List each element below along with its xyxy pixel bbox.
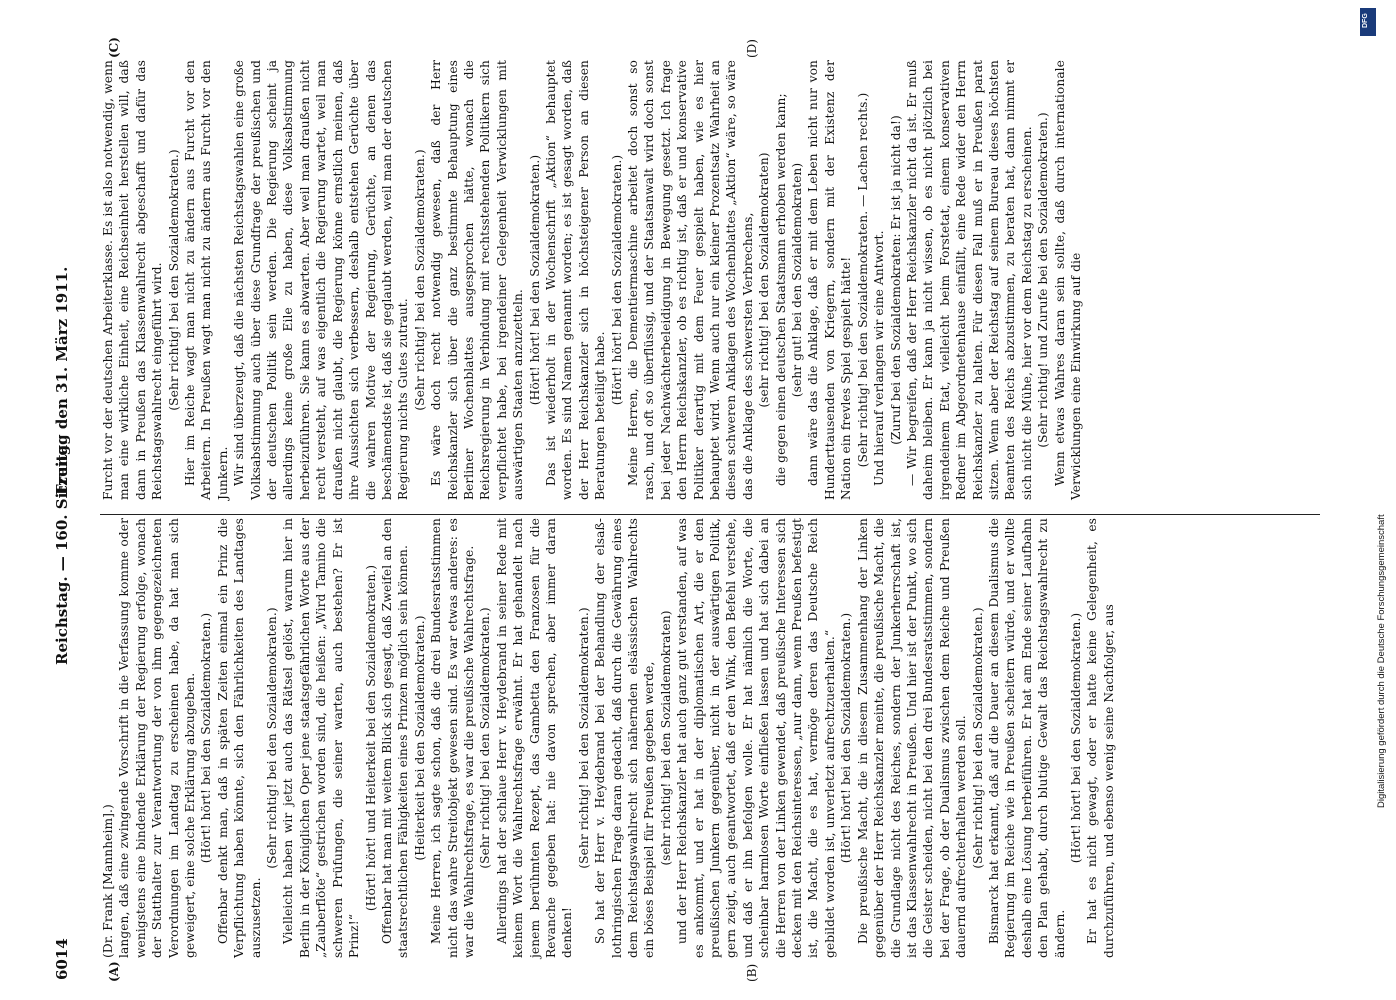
paragraph: langen, daß eine zwingende Vorschrift in die Verfassung komme oder wenigstens eine bindende Erklärung der Regierung erfolge, wonach der Statthalter zur Verantwortung der von ihm gegengezeichneten Verordnungen im Landtag zu erscheinen habe, da hat man sich geweigert, eine solche Erklärung abzugeben. xyxy=(117,518,198,958)
paragraph: Wenn etwas Wahres daran sein sollte, daß durch internationale Verwicklungen eine Einwirkung auf die xyxy=(1052,60,1083,500)
interjection: (Sehr richtig! bei den Sozialdemokraten.) xyxy=(576,607,591,869)
interjection: (Sehr richtig! bei den Sozialdemokraten.) xyxy=(265,607,280,869)
margin-mark-c: (C) xyxy=(107,37,121,58)
rotated-page-content xyxy=(45,0,1345,1000)
paragraph: Meine Herren, ich sagte schon, daß die drei Bundesratsstimmen nicht das wahre Streitobjekt gewesen sind. Es war etwas anderes: es war die Wahlrechtsfrage, es war die preußische Wahlrechtsfrage. xyxy=(429,518,476,958)
paragraph: Meine Herren, die Dementiermaschine arbeitet doch sonst so rasch, und oft so überflüssig, und der Staatsanwalt wird doch sonst bei jeder Nachwächterbeleidigung in Bewegung gesetzt. Ich frage den Herrn Reichskanzler, ob es richtig ist, daß er und konservative Politiker derartig mit dem Feuer gespielt haben, wie es hier behauptet wird. Wenn auch nur ein kleiner Prozentsatz Wahrheit an diesen schweren Anklagen des Wochenblattes „Aktion“ wäre, so wäre das die Anklage des schwersten Verbrechens, xyxy=(626,60,755,500)
interjection: (sehr richtig! bei den Sozialdemokraten) xyxy=(757,152,772,408)
paragraph: Vielleicht haben wir jetzt auch das Rätsel gelöst, warum hier in Berlin in der Königlichen Oper jene staatsgefährlichen Worte aus der „Zauberflöte“ gestrichen worden sind, die heißen: „Wird Tamino die schweren Prüfungen, die seiner warten, auch bestehen? Er ist Prinz!“ xyxy=(281,518,362,958)
paragraph: Allerdings hat der schlaue Herr v. Heydebrand in seiner Rede mit keinem Wort die Wahlrechtsfrage erwähnt. Er hat gehandelt nach jenem berühmten Rezept, das Gambetta den Franzosen für die Revanche gegeben hat: nie davon sprechen, aber immer daran denken! xyxy=(494,518,575,958)
interjection: (Zuruf bei den Sozialdemokraten: Er ist ja nicht da!) xyxy=(888,115,903,445)
dfg-notice: Digitalisierung gefördert durch die Deutsche Forschungsgemeinschaft xyxy=(1376,514,1387,808)
paragraph: Hier im Reiche wagt man nicht zu ändern aus Furcht vor den Arbeitern. In Preußen wagt man nicht zu ändern aus Furcht vor den Junkern. xyxy=(183,60,230,500)
paragraph: Furcht vor der deutschen Arbeiterklasse. Es ist also notwendig, wenn man eine wirkliche Einheit, eine Reichseinheit herstellen will, daß dann in Preußen das Klassenwahlrecht abgeschafft und dafür das Reichstagswahlrecht eingeführt wird. xyxy=(101,60,165,500)
left-text-column xyxy=(100,518,1117,958)
session-date: Freitag den 31. März 1911. xyxy=(53,266,71,495)
paragraph: Die preußische Macht, die in diesem Zusammenhang der Linken gegenüber der Herr Reichskanzler meinte, die preußische Macht, die die Grundlage nicht des Reiches, sondern der Junkerherrschaft ist, ist das Klassenwahlrecht in Preußen. Und hier ist der Punkt, wo sich die Geister scheiden, nicht bei den drei Bundesratsstimmen, sondern bei der Frage, ob der Dualismus zwischen dem Reiche und Preußen dauernd aufrechterhalten werden soll. xyxy=(855,518,969,958)
interjection: (sehr richtig! bei den Sozialdemokraten) xyxy=(658,610,673,866)
interjection: (Hört! hört! bei den Sozialdemokraten.) xyxy=(527,154,542,406)
interjection: (Heiterkeit bei den Sozialdemokraten.) xyxy=(412,615,427,861)
interjection: (Sehr richtig! bei den Sozialdemokraten.) xyxy=(970,607,985,869)
dfg-sidebar xyxy=(1358,8,1387,808)
right-text-column xyxy=(100,60,1084,500)
paragraph: Er hat es nicht gewagt, oder er hatte keine Gelegenheit, es durchzuführen, und ebenso wenig seine Nachfolger, aus xyxy=(1085,518,1116,958)
speaker-name: (Dr. Frank [Mannheim].) xyxy=(101,804,115,958)
paragraph: Das ist wiederholt in der Wochenschrift „Aktion“ behauptet worden. Es sind Namen genannt worden; es ist gesagt worden, daß der Herr Reichskanzler sich in höchsteigener Person an diesen Beratungen beteiligt habe. xyxy=(543,60,608,500)
interjection: (Sehr richtig! bei den Sozialdemokraten.) xyxy=(166,149,181,411)
interjection: (Hört! hört! bei den Sozialdemokraten.) xyxy=(199,612,214,864)
paragraph: die gegen einen deutschen Staatsmann erhoben werden kann; xyxy=(773,93,788,486)
paragraph: Bismarck hat erkannt, daß auf die Dauer an diesem Dualismus die Regierung im Reiche wie in Preußen scheitern würde, und er wollte deshalb eine Lösung herbeiführen. Er hat am Ende seiner Laufbahn den Plan gehabt, durch blutige Gewalt das Reichstagswahlrecht zu ändern. xyxy=(986,518,1067,958)
interjection: (Sehr richtig! und Zurufe bei den Sozialdemokraten.) xyxy=(1036,112,1051,448)
interjection: (Sehr richtig! bei den Sozialdemokraten. — Lachen rechts.) xyxy=(855,92,870,468)
interjection: (Sehr richtig! bei den Sozialdemokraten.) xyxy=(478,607,493,869)
session-title: Reichstag. — 160. Sitzung. xyxy=(53,439,71,665)
interjection: (Sehr richtig! bei den Sozialdemokraten.) xyxy=(412,149,427,411)
paragraph: Und hierauf verlangen wir eine Antwort. xyxy=(872,230,887,486)
paragraph: Offenbar hat man mit weitem Blick sich gesagt, daß Zweifel an den staatsrechtlichen Fähigkeiten eines Prinzen möglich sein können. xyxy=(379,518,411,958)
dfg-logo: DFG xyxy=(1360,8,1376,36)
column-divider xyxy=(100,514,1320,515)
interjection: (Hört! hört! und Heiterkeit bei den Sozialdemokraten.) xyxy=(363,564,378,912)
paragraph: Wir sind überzeugt, daß die nächsten Reichstagswahlen eine große Volksabstimmung auch über diese Grundfrage der preußischen und der deutschen Politik sein werden. Die Regierung scheint ja allerdings keine große Eile zu haben, diese Volksabstimmung herbeizuführen. Sie kann es abwarten. Aber weil man draußen nicht recht versteht, auf was eigentlich die Regierung wartet, weil man draußen nicht glaubt, die Regierung könne ernstlich meinen, daß ihre Aussichten sich verbessern, deshalb entstehen Gerüchte über die wahren Motive der Regierung, Gerüchte, an denen das beschämendste ist, daß sie geglaubt werden, weil man der deutschen Regierung nichts Gutes zutraut. xyxy=(232,60,411,500)
interjection: (Hört! hört! bei den Sozialdemokraten.) xyxy=(609,154,624,406)
paragraph: und der Herr Reichskanzler hat auch ganz gut verstanden, auf was es ankommt, und er hat in der diplomatischen Art, die er den preußischen Junkern gegenüber, nicht in der auswärtigen Politik, gern zeigt, auch geantwortet, daß er den Wink, den Befehl verstehe, und daß er ihn befolgen wolle. Er hat nämlich die Worte, die scheinbar harmlosen Worte einfließen lassen und hat sich dabei an die Herren von der Linken gewendet, daß preußische Interessen sich decken mit den Reichsinteressen, „nur dann, wenn Preußen befestigt ist, die Macht, die es hat, vermöge deren das Deutsche Reich gebildet worden ist, unverletzt aufrechtzuerhalten.“ xyxy=(675,518,837,958)
interjection: (Hört! hört! bei den Sozialdemokraten.) xyxy=(1068,612,1083,864)
page-header xyxy=(45,0,85,1000)
margin-mark-a: (A) xyxy=(107,961,121,982)
paragraph: Es wäre doch recht notwendig gewesen, daß der Herr Reichskanzler sich über die ganz bestimmte Behauptung eines Berliner Wochenblattes ausgesprochen hätte, wonach die Reichsregierung in Verbindung mit rechtsstehenden Politikern sich verpflichtet habe, bei irgendeiner Gelegenheit Verwicklungen mit auswärtigen Staaten anzuzetteln. xyxy=(429,60,526,500)
paragraph: — Wir begreifen, daß der Herr Reichskanzler nicht da ist. Er muß daheim bleiben. Er kann ja nicht wissen, ob es nicht plötzlich bei irgendeinem Etat, vielleicht beim Forstetat, einem konservativen Redner im Abgeordnetenhause einfällt, eine Rede wider den Herrn Reichskanzler zu halten. Für diesen Fall muß er in Preußen parat sitzen. Wenn aber der Reichstag auf seinem Bureau dieses höchsten Beamten des Reichs abzustimmen, zu beraten hat, dann nimmt er sich nicht die Mühe, hier vor dem Reichstag zu erscheinen. xyxy=(904,60,1034,500)
paragraph: dann wäre das die Anklage, daß er mit dem Leben nicht nur von Hunderttausenden von Kriegern, sondern mit der Existenz der Nation ein frevles Spiel gespielt hätte! xyxy=(806,60,854,500)
paragraph: Offenbar denkt man, daß in späten Zeiten einmal ein Prinz die Verpflichtung haben könnte, sich den Fährlichkeiten des Landtages auszusetzen. xyxy=(215,518,263,958)
page-number: 6014 xyxy=(53,938,71,980)
interjection: (Hört! hört! bei den Sozialdemokraten.) xyxy=(839,612,854,864)
interjection: (sehr gut! bei den Sozialdemokraten) xyxy=(790,162,805,398)
paragraph: So hat der Herr v. Heydebrand bei der Behandlung der elsaß-lothringischen Frage daran gedacht, daß durch die Gewährung eines dem Reichstagswahlrecht sich nähernden elsässischen Wahlrechts ein böses Beispiel für Preußen gegeben werde, xyxy=(593,518,657,958)
margin-mark-d: (D) xyxy=(745,39,759,58)
margin-mark-b: (B) xyxy=(745,963,759,982)
